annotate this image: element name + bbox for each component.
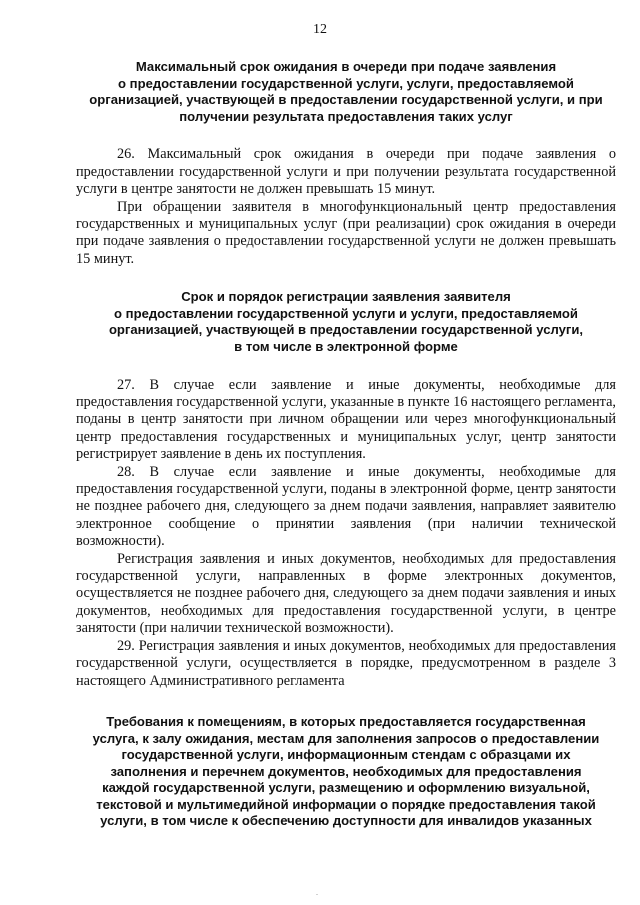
section-heading-queue-time: Максимальный срок ожидания в очереди при подаче заявления о предоставлении государственной услуги, услуги, предоставляемой организацией, участвующей в предоставлении государственной услуги, и при получении результата предоставления таких услуг — [89, 59, 603, 124]
scan-speck: . — [316, 888, 318, 897]
paragraph-28: 28. В случае если заявление и иные документы, необходимые для предоставления государственной услуги, поданы в электронной форме, центр занятости не позднее рабочего дня, следующего за днем подачи заявления, направляет заявителю электронное сообщение о принятии заявления (при наличии технической возможности). — [76, 463, 616, 550]
page-number: 12 — [313, 22, 327, 37]
paragraph-27: 27. В случае если заявление и иные документы, необходимые для предоставления государственной услуги, указанные в пункте 16 настоящего регламента, поданы в центр занятости при личном обращении или через многофункциональный центр предоставления государственных и муниципальных услуг, центр занятости регистрирует заявление в день их поступления. — [76, 376, 616, 463]
paragraph-26: 26. Максимальный срок ожидания в очереди при подаче заявления о предоставлении государственной услуги и при получении результата государственной услуги в центре занятости не должен превышать 15 минут. — [76, 146, 616, 198]
section-heading-registration: Срок и порядок регистрации заявления заявителя о предоставлении государственной услуги и услуги, предоставляемой организацией, участвующей в предоставлении государственной услуги, в том числе в электронной форме — [108, 289, 584, 354]
paragraph-mfc-queue: При обращении заявителя в многофункциональный центр предоставления государственных и муниципальных услуг (при реализации) срок ожидания в очереди при подаче заявления о предоставлении государственной услуги не должен превышать 15 минут. — [76, 198, 616, 267]
paragraph-electronic-registration: Регистрация заявления и иных документов, необходимых для предоставления государственной услуги, направленных в форме электронных документов, осуществляется не позднее рабочего дня, следующего за днем подачи заявления и иных документов, необходимых для предоставления государственной услуги, в центре занятости (при наличии технической возможности). — [76, 550, 616, 637]
section-heading-premises-requirements: Требования к помещениям, в которых предоставляется государственная услуга, к залу ожидания, местам для заполнения запросов о предоставлении государственной услуги, информационным стендам с образцами их заполнения и перечнем документов, необходимых для предоставления каждой государственной услуги, размещению и оформлению визуальной, текстовой и мультимедийной информации о порядке предоставления такой услуги, в том числе к обеспечению доступности для инвалидов указанных — [92, 713, 600, 829]
page-content — [76, 58, 616, 830]
paragraph-29: 29. Регистрация заявления и иных документов, необходимых для предоставления государственной услуги, осуществляется в порядке, предусмотренном в разделе 3 настоящего Административного регламента — [76, 637, 616, 689]
